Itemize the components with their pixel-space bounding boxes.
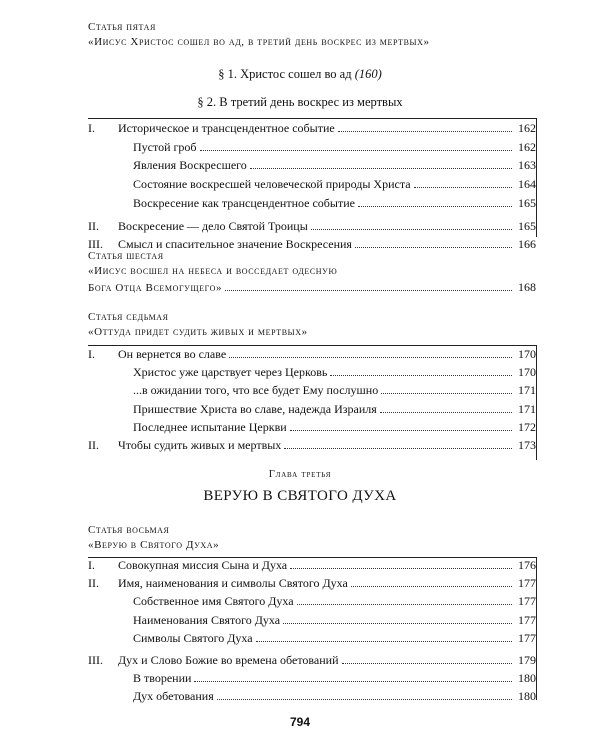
toc-entry-page: 176: [518, 558, 536, 572]
toc-entry-page: 171: [518, 401, 536, 416]
article7-label: Статья седьмая: [88, 311, 169, 323]
leader-dots: [194, 681, 512, 682]
toc-entry-title: Символы Святого Духа: [133, 630, 253, 645]
toc-entry-page: 177: [518, 612, 536, 627]
article6-entry[interactable]: [88, 280, 536, 294]
toc-entry-title: Историческое и трансцендентное событие: [118, 121, 335, 135]
toc-entry-page: 165: [518, 195, 536, 210]
article8-title: «Верую в Святого Духа»: [88, 539, 220, 551]
toc-entry-number: III.: [88, 237, 103, 252]
leader-dots: [283, 623, 512, 624]
article5-section1-title: § 1. Христос сошел во ад: [218, 67, 355, 81]
toc-entry-page: 162: [518, 139, 536, 154]
leader-dots: [381, 393, 512, 394]
leader-dots: [229, 357, 512, 358]
leader-dots: [414, 187, 512, 188]
toc-vertical-rule: [536, 118, 537, 237]
toc-entry-title: Собственное имя Святого Духа: [133, 594, 294, 609]
toc-entry[interactable]: [88, 121, 536, 135]
toc-entry-title: Воскресение — дело Святой Троицы: [118, 218, 308, 233]
toc-entry-number: I.: [88, 558, 95, 572]
toc-entry-page: 170: [518, 347, 536, 361]
leader-dots: [290, 568, 512, 569]
leader-dots: [342, 663, 512, 664]
chapter3-label: Глава третья: [268, 469, 332, 480]
article6-title-line2: Бога Отца Всемогущего»: [88, 282, 223, 294]
toc-entry-title: Дух обетования: [133, 689, 214, 704]
leader-dots: [358, 206, 512, 207]
toc-entry-page: 179: [518, 653, 536, 667]
article6-label: Статья шестая: [88, 250, 164, 262]
chapter3-title: ВЕРУЮ В СВЯТОГО ДУХА: [203, 488, 397, 504]
toc-entry[interactable]: [88, 653, 536, 667]
toc-entry-page: 170: [518, 365, 536, 380]
toc-entry[interactable]: [133, 613, 536, 627]
toc-entry-title: Совокупная миссия Сына и Духа: [118, 558, 288, 572]
toc-entry-number: III.: [88, 653, 103, 667]
toc-entry[interactable]: [88, 438, 536, 452]
toc-entry-title: Смысл и спасительное значение Воскресения: [118, 237, 352, 252]
leader-dots: [217, 699, 512, 700]
leader-dots: [250, 168, 512, 169]
leader-dots: [338, 131, 512, 132]
toc-entry-title: Наименования Святого Духа: [133, 612, 281, 627]
leader-dots: [256, 641, 512, 642]
toc-entry[interactable]: [133, 594, 536, 608]
toc-entry-page: 162: [518, 121, 536, 135]
toc-entry[interactable]: [133, 631, 536, 645]
toc-entry[interactable]: [133, 383, 536, 397]
toc-entry[interactable]: [133, 177, 536, 191]
toc-entry-page: 163: [518, 158, 536, 173]
article6-page: 168: [518, 280, 536, 294]
toc-entry-title: ...в ожидании того, что все будет Ему послушно: [133, 383, 379, 398]
toc-entry-page: 165: [518, 218, 536, 233]
toc-entry-page: 180: [518, 689, 536, 704]
toc-entry-number: I.: [88, 121, 95, 135]
leader-dots: [297, 604, 512, 605]
toc-entry[interactable]: [133, 671, 536, 685]
toc-entry-title: Чтобы судить живых и мертвых: [118, 438, 282, 452]
leader-dots: [225, 290, 512, 291]
leader-dots: [200, 150, 512, 151]
toc-entry[interactable]: [88, 347, 536, 361]
toc-entry-page: 177: [518, 630, 536, 645]
leader-dots: [351, 586, 512, 587]
toc-entry-title: Состояние воскресшей человеческой природы Христа: [133, 177, 411, 192]
leader-dots: [330, 375, 512, 376]
toc-entry[interactable]: [133, 365, 536, 379]
toc-entry-title: Явления Воскресшего: [133, 158, 247, 173]
article5-section1-page: (160): [354, 67, 382, 81]
article5-title: «Иисус Христос сошел во ад, в третий день воскрес из мертвых»: [88, 36, 430, 48]
article7-title: «Оттуда придет судить живых и мертвых»: [88, 326, 308, 338]
leader-dots: [380, 412, 512, 413]
article5-section1: [0, 67, 600, 82]
leader-dots: [355, 247, 512, 248]
toc-entry-page: 177: [518, 594, 536, 609]
toc-entry-page: 180: [518, 671, 536, 686]
toc-entry-number: II.: [88, 438, 99, 452]
toc-entry[interactable]: [88, 558, 536, 572]
article8-label: Статья восьмая: [88, 524, 170, 536]
toc-entry-title: Последнее испытание Церкви: [133, 419, 287, 434]
toc-entry-title: Он вернется во славе: [118, 347, 227, 361]
toc-entry-number: I.: [88, 347, 95, 361]
article6-title-line1: «Иисус восшел на небеса и восседает одесную: [88, 265, 338, 277]
toc-entry[interactable]: [133, 420, 536, 434]
toc-entry-title: Имя, наименования и символы Святого Духа: [118, 576, 348, 591]
section-rule: [88, 118, 536, 119]
toc-vertical-rule: [536, 557, 537, 700]
leader-dots: [311, 229, 512, 230]
toc-entry-title: Христос уже царствует через Церковь: [133, 365, 328, 380]
toc-entry-title: Воскресение как трансцендентное событие: [133, 195, 355, 210]
toc-entry-number: II.: [88, 576, 99, 591]
toc-entry-page: 177: [518, 576, 536, 591]
toc-entry-page: 171: [518, 383, 536, 398]
toc-entry-title: Пришествие Христа во славе, надежда Израиля: [133, 401, 377, 416]
toc-entry-page: 173: [518, 438, 536, 452]
toc-entry-page: 166: [518, 237, 536, 252]
article5-section2: § 2. В третий день воскрес из мертвых: [197, 95, 403, 109]
article5-label: Статья пятая: [88, 21, 156, 33]
toc-entry[interactable]: [133, 689, 536, 703]
toc-entry[interactable]: [133, 158, 536, 172]
toc-entry-number: II.: [88, 218, 99, 233]
toc-entry[interactable]: [133, 402, 536, 416]
toc-entry-title: В творении: [133, 671, 192, 686]
page-number: 794: [289, 715, 311, 729]
toc-entry-page: 164: [518, 177, 536, 192]
section-rule: [88, 345, 536, 346]
toc-entry[interactable]: [88, 219, 536, 233]
toc-entry[interactable]: [88, 576, 536, 590]
toc-entry-title: Пустой гроб: [133, 139, 197, 154]
leader-dots: [284, 448, 512, 449]
toc-entry[interactable]: [133, 140, 536, 154]
toc-entry-page: 172: [518, 419, 536, 434]
toc-entry[interactable]: [133, 196, 536, 210]
toc-vertical-rule: [536, 345, 537, 460]
toc-entry-title: Дух и Слово Божие во времена обетований: [118, 653, 339, 667]
leader-dots: [290, 430, 512, 431]
